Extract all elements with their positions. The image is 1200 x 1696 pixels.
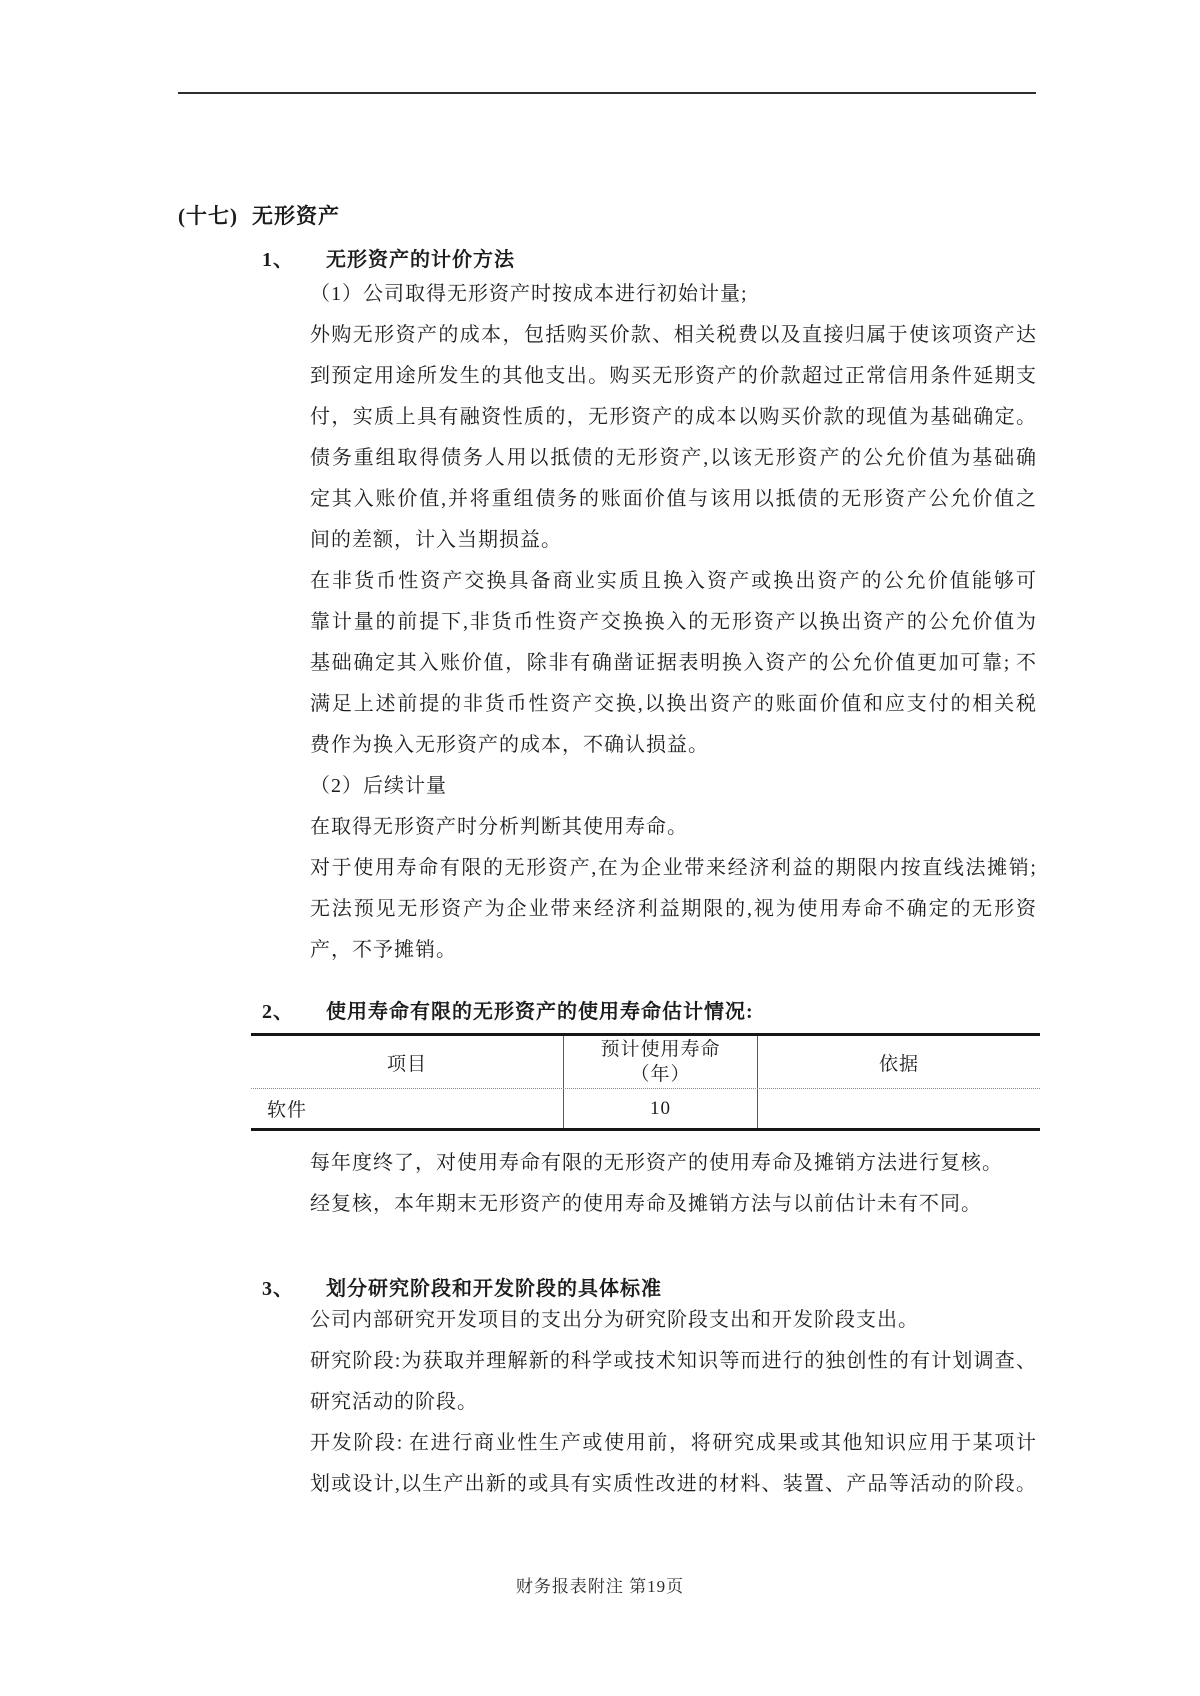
- subsection-3-heading: [262, 1272, 662, 1301]
- body-text-line: （2）后续计量: [310, 775, 447, 797]
- useful-life-table: [251, 1033, 1040, 1131]
- table-header-row: [251, 1036, 1040, 1089]
- subsection-1-heading: [262, 243, 515, 272]
- body-text-line: 无法预见无形资产为企业带来经济利益期限的,视为使用寿命不确定的无形资: [310, 898, 1036, 920]
- body-text-line: 产，不予摊销。: [310, 939, 457, 961]
- body-text-line: 靠计量的前提下,非货币性资产交换换入的无形资产以换出资产的公允价值为: [310, 611, 1036, 633]
- subsection-3-number: 3、: [262, 1278, 294, 1300]
- table-header-life: [563, 1036, 758, 1088]
- body-text-line: 间的差额，计入当期损益。: [310, 529, 562, 551]
- body-text-line: 基础确定其入账价值，除非有确凿证据表明换入资产的公允价值更加可靠; 不: [310, 652, 1036, 674]
- subsection-2-number: 2、: [262, 1001, 294, 1023]
- body-text-line: 定其入账价值,并将重组债务的账面价值与该用以抵债的无形资产公允价值之: [310, 488, 1036, 510]
- subsection-1-body: [310, 274, 1036, 971]
- subsection-1-number: 1、: [262, 249, 294, 271]
- table-row: [251, 1089, 1040, 1128]
- table-header-basis: 依据: [878, 1053, 919, 1075]
- table-header-life-line2: （年）: [630, 1064, 691, 1085]
- body-text-line: 付，实质上具有融资性质的，无形资产的成本以购买价款的现值为基础确定。: [310, 406, 1036, 428]
- body-text-line: 到预定用途所发生的其他支出。购买无形资产的价款超过正常信用条件延期支: [310, 365, 1036, 387]
- body-text-line: 在取得无形资产时分析判断其使用寿命。: [310, 816, 688, 838]
- section-heading: [178, 200, 340, 230]
- body-text-line: 研究阶段:为获取并理解新的科学或技术知识等而进行的独创性的有计划调查、: [310, 1350, 1036, 1372]
- body-text-line: 每年度终了，对使用寿命有限的无形资产的使用寿命及摊销方法进行复核。: [310, 1152, 1003, 1174]
- table-cell-basis: [758, 1089, 1040, 1128]
- header-divider-line: [178, 92, 1036, 94]
- table-header-item: 项目: [386, 1053, 427, 1075]
- body-text-line: 满足上述前提的非货币性资产交换,以换出资产的账面价值和应支付的相关税: [310, 693, 1036, 715]
- body-text-line: 费作为换入无形资产的成本，不确认损益。: [310, 734, 709, 756]
- section-number: (十七): [178, 204, 238, 228]
- body-text-line: （1）公司取得无形资产时按成本进行初始计量;: [310, 283, 748, 305]
- body-text-line: 公司内部研究开发项目的支出分为研究阶段支出和开发阶段支出。: [310, 1309, 919, 1331]
- section-title: 无形资产: [252, 204, 340, 228]
- body-text-line: 开发阶段: 在进行商业性生产或使用前，将研究成果或其他知识应用于某项计: [310, 1432, 1036, 1454]
- body-text-line: 外购无形资产的成本，包括购买价款、相关税费以及直接归属于使该项资产达: [310, 324, 1036, 346]
- page-footer: 财务报表附注 第19页: [515, 1577, 685, 1596]
- subsection-1-title: 无形资产的计价方法: [326, 249, 515, 271]
- subsection-2-title: 使用寿命有限的无形资产的使用寿命估计情况:: [326, 1001, 754, 1023]
- table-body: [251, 1089, 1040, 1128]
- subsection-3-body: [310, 1300, 1036, 1505]
- body-text-line: 划或设计,以生产出新的或具有实质性改进的材料、装置、产品等活动的阶段。: [310, 1473, 1036, 1495]
- table-cell-item: 软件: [267, 1100, 308, 1121]
- body-text-line: 在非货币性资产交换具备商业实质且换入资产或换出资产的公允价值能够可: [310, 570, 1036, 592]
- body-text-line: 经复核，本年期末无形资产的使用寿命及摊销方法与以前估计未有不同。: [310, 1193, 982, 1215]
- body-text-line: 对于使用寿命有限的无形资产,在为企业带来经济利益的期限内按直线法摊销;: [310, 857, 1036, 879]
- body-text-line: 研究活动的阶段。: [310, 1391, 478, 1413]
- subsection-2-body: [310, 1143, 1036, 1225]
- subsection-3-title: 划分研究阶段和开发阶段的具体标准: [326, 1278, 662, 1300]
- subsection-2-heading: [262, 995, 754, 1024]
- table-cell-life: 10: [563, 1089, 758, 1128]
- table-header-life-line1: 预计使用寿命: [600, 1039, 721, 1060]
- body-text-line: 债务重组取得债务人用以抵债的无形资产,以该无形资产的公允价值为基础确: [310, 447, 1036, 469]
